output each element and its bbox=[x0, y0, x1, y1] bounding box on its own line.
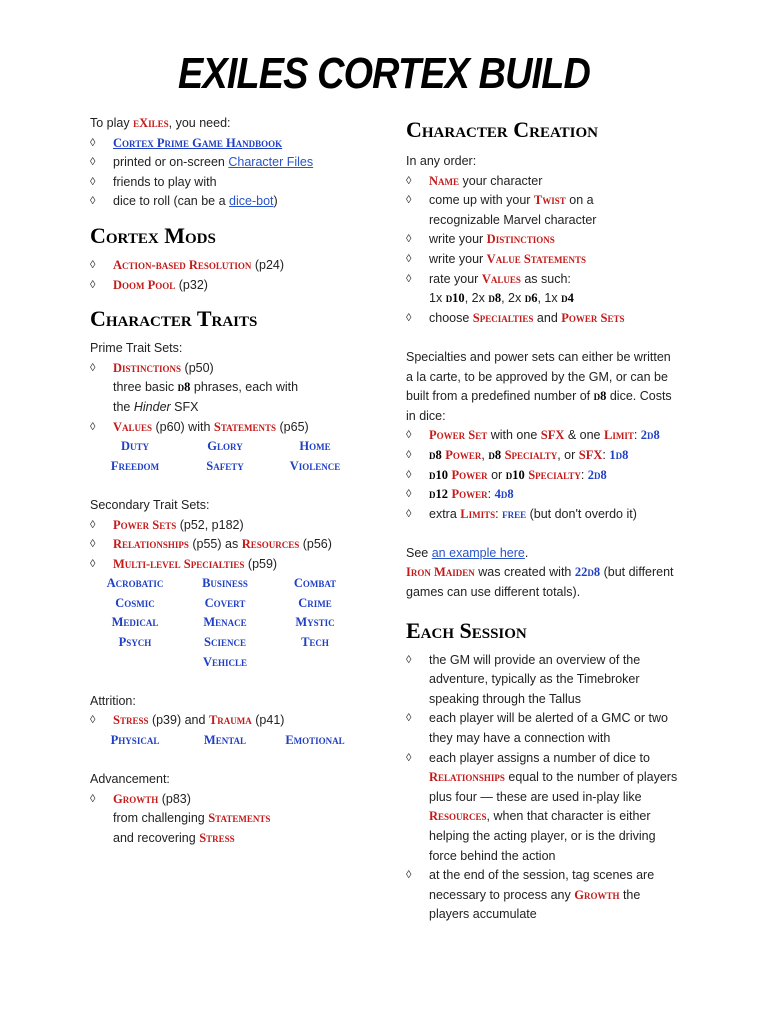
left-column: To play eXiles, you need: ◊ Cortex Prime Game Handbook ◊ printed or on-screen Character Files ◊ friends to play with ◊ dice to roll (can be a dice-bot) Cortex Mods ◊ Action-based Resolution (p24) ◊ Doom Pool (p32) Character Traits Prime Trait Sets: ◊ Distinctions (p50) three basic d8 phrases, each with the Hinder SFX ◊ Values (p60) with Statements (p65) Duty Glory Home Freedom Safety Violence Secondary Trait Sets: ◊ Power Sets (p52, p182) ◊ Relationships (p55) as Resources (p56) ◊ Multi-level Specialties (p59) Acrobatic Business Combat Cosmic Covert Crime Medical Menace Mystic Psych Science Tech Vehicle Attrition: ◊ Stress (p39) and Trauma (p41) Physical Mental Emotional Advancement: ◊ Growth (p83) from challenging Statements and recovering Stress bbox=[90, 114, 370, 849]
list-item: ◊ Multi-level Specialties (p59) bbox=[90, 555, 370, 575]
specialty-item: Crime bbox=[298, 595, 332, 610]
handbook-link[interactable]: Cortex Prime Game Handbook bbox=[113, 135, 283, 150]
stress-item: Emotional bbox=[285, 733, 345, 748]
costs-paragraph: Specialties and power sets can either be written a la carte, to be approved by the GM, or can be built from a predefined number of d8 dice. Costs in dice: bbox=[406, 349, 672, 423]
specialty-item: Mystic bbox=[295, 615, 335, 630]
list-item: ◊ Power Sets (p52, p182) bbox=[90, 516, 370, 536]
value-item: Violence bbox=[289, 458, 341, 473]
stress-item: Physical bbox=[110, 733, 160, 748]
list-item: ◊ Power Set with one SFX & one Limit: 2d8 bbox=[406, 426, 684, 446]
list-item: ◊ Values (p60) with Statements (p65) bbox=[90, 418, 370, 438]
secondary-label: Secondary Trait Sets: bbox=[90, 497, 210, 512]
specialty-item: Combat bbox=[293, 576, 337, 591]
intro-line: To play eXiles, you need: bbox=[90, 116, 231, 130]
list-item: ◊ dice to roll (can be a dice-bot) bbox=[90, 192, 370, 212]
specialty-item: Acrobatic bbox=[106, 576, 164, 591]
stress-grid bbox=[90, 731, 370, 751]
each-session-heading: Each Session bbox=[406, 617, 527, 643]
list-item: ◊ Growth (p83) bbox=[90, 790, 370, 810]
advancement-label: Advancement: bbox=[90, 772, 170, 787]
specialty-item: Science bbox=[204, 635, 246, 650]
value-item: Glory bbox=[207, 439, 243, 454]
list-item: ◊ extra Limits: free (but don't overdo it) bbox=[406, 505, 684, 525]
list-item: ◊ Stress (p39) and Trauma (p41) bbox=[90, 711, 370, 731]
cortex-mods-heading: Cortex Mods bbox=[90, 222, 216, 248]
specialties-grid bbox=[90, 574, 370, 672]
list-item: ◊ Distinctions (p50) bbox=[90, 359, 370, 379]
right-column: Character Creation In any order: ◊ Name your character ◊ come up with your Twist on a recognizable Marvel character ◊ write your Distinctions ◊ write your Value Statements ◊ rate your Values as such: 1x d10, 2x d8, 2x d6, 1x d4 ◊ choose Specialties and Power Sets Specialties and power sets can either be written a la carte, to be approved by the GM, or can be built from a predefined number of d8 dice. Costs in dice: ◊ Power Set with one SFX & one Limit: 2d8 ◊ d8 Power, d8 Specialty, or SFX: 1d8 ◊ d10 Power or d10 Specialty: 2d8 ◊ d12 Power: 4d8 ◊ extra Limits: free (but don't overdo it) See an example here. Iron Maiden was created with 22d8 (but different games can use different totals). Each Session ◊ the GM will provide an overview of the adventure, typically as the Timebroker speaking through the Tallus ◊ each player will be alerted of a GMC or two they may have a connection with ◊ each player assigns a number of dice to Relationships equal to the number of players plus four — these are used in-play like Resources, when that character is either helping the acting player, or is the driving force behind the action ◊ at the end of the session, tag scenes are necessary to process any Growth the players accumulate bbox=[406, 116, 684, 925]
value-item: Duty bbox=[120, 439, 150, 454]
dice-bot-link[interactable]: dice-bot bbox=[229, 194, 274, 209]
specialty-item: Vehicle bbox=[202, 654, 248, 669]
list-item: ◊ friends to play with bbox=[90, 173, 370, 193]
list-item: ◊ rate your Values as such: bbox=[406, 270, 684, 290]
value-item: Safety bbox=[206, 458, 244, 473]
values-grid bbox=[90, 437, 370, 476]
character-traits-heading: Character Traits bbox=[90, 306, 258, 332]
list-item: ◊ Name your character bbox=[406, 172, 684, 192]
prime-label: Prime Trait Sets: bbox=[90, 341, 183, 356]
stress-item: Mental bbox=[203, 733, 247, 748]
list-item: ◊ printed or on-screen Character Files bbox=[90, 153, 370, 173]
list-item: ◊ write your Distinctions bbox=[406, 230, 684, 250]
character-files-link[interactable]: Character Files bbox=[228, 155, 314, 170]
list-item: ◊ come up with your Twist on a bbox=[406, 191, 684, 211]
specialty-item: Medical bbox=[111, 615, 159, 630]
specialty-item: Cosmic bbox=[115, 595, 155, 610]
value-item: Freedom bbox=[110, 458, 160, 473]
list-item: ◊ d10 Power or d10 Specialty: 2d8 bbox=[406, 466, 684, 486]
list-item bbox=[90, 134, 370, 154]
list-item: ◊ each player will be alerted of a GMC or two they may have a connection with bbox=[406, 709, 684, 748]
attrition-label: Attrition: bbox=[90, 693, 136, 708]
specialty-item: Business bbox=[202, 576, 248, 591]
list-item: ◊ at the end of the session, tag scenes are necessary to process any Growth the players accumulate bbox=[406, 866, 684, 925]
value-item: Home bbox=[299, 439, 331, 454]
specialty-item bbox=[90, 653, 180, 673]
specialty-item: Covert bbox=[204, 595, 246, 610]
specialty-item: Psych bbox=[118, 635, 152, 650]
list-item: ◊ Action-based Resolution (p24) bbox=[90, 256, 370, 276]
list-item: ◊ write your Value Statements bbox=[406, 250, 684, 270]
list-item: ◊ the GM will provide an overview of the adventure, typically as the Timebroker speaking through the Tallus bbox=[406, 651, 684, 710]
specialty-item: Menace bbox=[203, 615, 247, 630]
list-item: ◊ choose Specialties and Power Sets bbox=[406, 309, 684, 329]
list-item: ◊ d8 Power, d8 Specialty, or SFX: 1d8 bbox=[406, 446, 684, 466]
list-item: ◊ Relationships (p55) as Resources (p56) bbox=[90, 535, 370, 555]
specialty-item: Tech bbox=[301, 635, 329, 650]
list-item: ◊ each player assigns a number of dice to Relationships equal to the number of players plus four — these are used in-play like Resources, when that character is either helping the acting player, or is the driving force behind the action bbox=[406, 749, 684, 867]
character-creation-heading: Character Creation bbox=[406, 117, 599, 142]
specialty-item bbox=[270, 653, 360, 673]
list-item: ◊ Doom Pool (p32) bbox=[90, 276, 370, 296]
list-item: ◊ d12 Power: 4d8 bbox=[406, 485, 684, 505]
page-title: EXILES CORTEX BUILD bbox=[178, 49, 590, 98]
example-link[interactable]: an example here bbox=[431, 545, 525, 560]
brand-name: eXiles bbox=[133, 116, 169, 130]
